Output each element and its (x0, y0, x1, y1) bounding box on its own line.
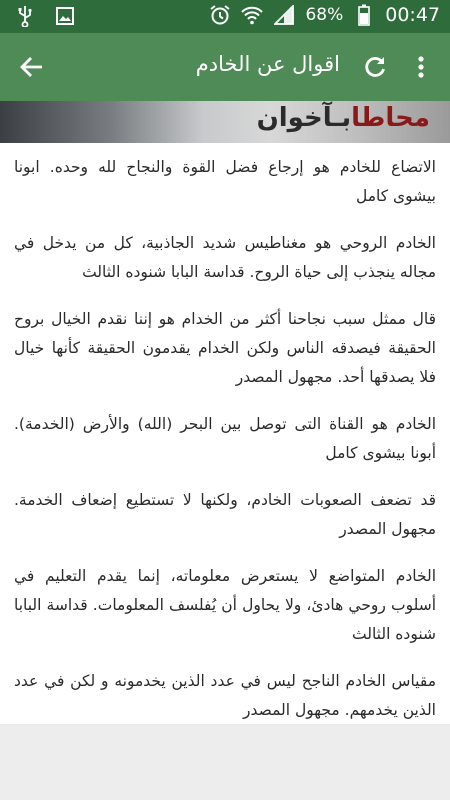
clock-time: 00:47 (385, 4, 440, 26)
alarm-icon (209, 4, 231, 26)
quote-item: الخادم المتواضع لا يستعرض معلوماته، إنما يقدم التعليم في أسلوب روحي هادئ، ولا يحاول أن يُفلسف المعلومات. قداسة البابا شنوده الثالث (14, 567, 436, 643)
quote-item: الخادم هو القناة التى توصل بين البحر (الله) والأرض (الخدمة). أبونا بيشوى كامل (14, 415, 436, 462)
signal-icon (273, 4, 295, 26)
quote-item: قال ممثل سبب نجاحنا أكثر من الخدام هو إننا نقدم الخيال بروح الحقيقة فيصدقه الناس ولكن الخدام يقدمون الحقيقة كأنها خيال فلا يصدقها أحد. مجهول المصدر (14, 310, 436, 386)
quote-item: الخادم الروحي هو مغناطيس شديد الجاذبية، كل من يدخل في مجاله ينجذب إلى حياة الروح. قداسة البابا شنوده الثالث (14, 234, 436, 281)
app-bar (0, 33, 450, 101)
quote-item: قد تضعف الصعوبات الخادم، ولكنها لا تستطيع إضعاف الخدمة. مجهول المصدر (14, 491, 436, 538)
battery-icon (353, 4, 375, 26)
status-bar (0, 0, 450, 33)
header-banner-image (0, 101, 450, 143)
overflow-menu-button[interactable] (406, 49, 436, 85)
banner-word-2: بـآخوان (256, 103, 352, 133)
wifi-icon (241, 4, 263, 26)
bottom-area (0, 724, 450, 800)
banner-text (257, 103, 430, 133)
quote-item: مقياس الخادم الناجح ليس في عدد الذين يخدمونه و لكن في عدد الذين يخدمهم. مجهول المصدر (14, 672, 436, 719)
image-icon (54, 5, 76, 27)
quotes-list (0, 143, 450, 724)
refresh-icon (363, 55, 387, 79)
usb-icon (14, 5, 36, 27)
page-title: اقوال عن الخادم (195, 52, 340, 76)
banner-word-1: محاطا (351, 103, 430, 133)
more-vert-icon (417, 55, 425, 79)
quotes-content[interactable] (0, 143, 450, 724)
refresh-button[interactable] (357, 49, 393, 85)
quote-item: الاتضاع للخادم هو إرجاع فضل القوة والنجاح لله وحده. ابونا بيشوى كامل (14, 158, 436, 205)
back-button[interactable] (14, 49, 50, 85)
battery-percent: 68% (305, 5, 344, 25)
arrow-back-icon (19, 54, 45, 80)
